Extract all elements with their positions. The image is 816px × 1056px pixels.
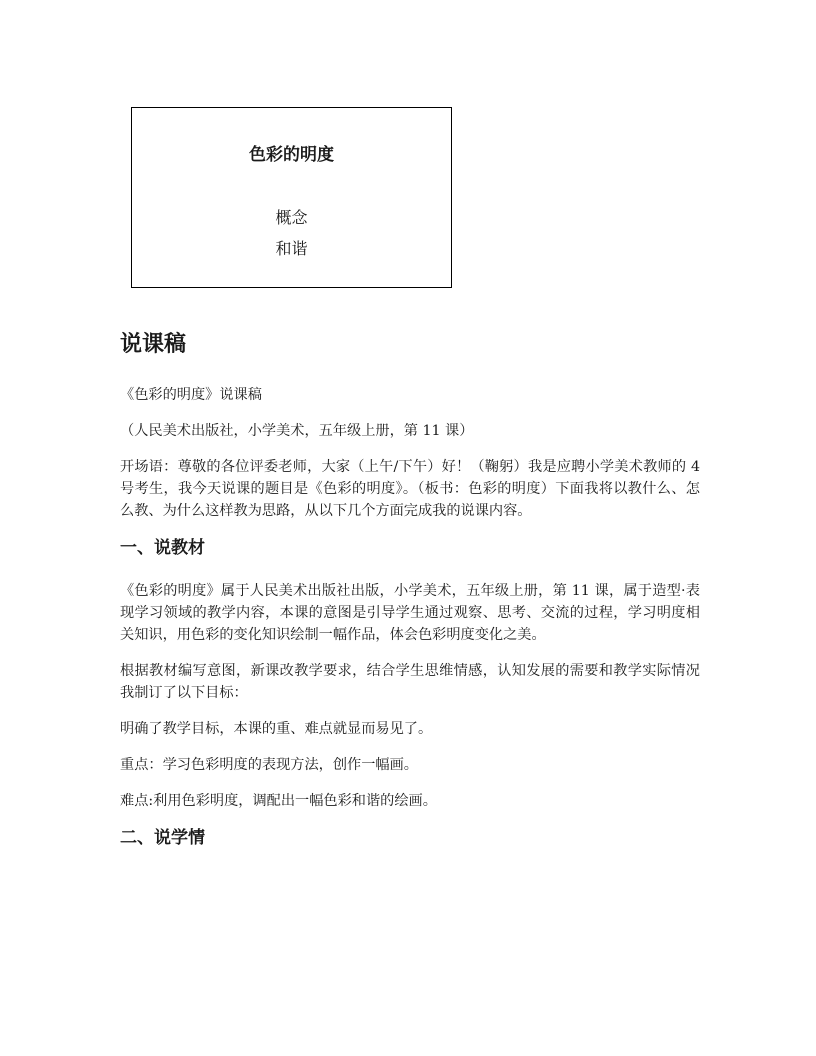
lesson-subtitle: 《色彩的明度》说课稿 [120, 387, 262, 403]
document-body [120, 328, 700, 870]
section-heading-learners: 二、说学情 [120, 828, 205, 848]
board-title: 色彩的明度 [249, 145, 334, 165]
textbook-paragraph-2: 根据教材编写意图，新课改教学要求，结合学生思维情感，认知发展的需要和教学实际情况我制订了以下目标： [120, 663, 700, 701]
textbook-paragraph-1: 《色彩的明度》属于人民美术出版社出版，小学美术，五年级上册，第 11 课，属于造型·表现学习领域的教学内容，本课的意图是引导学生通过观察、思考、交流的过程，学习明度相关知识，用色彩的变化知识绘制一幅作品，体会色彩明度变化之美。 [120, 583, 700, 643]
board-item-concept: 概念 [275, 208, 308, 227]
board-item-harmony: 和谐 [275, 239, 308, 258]
key-point-paragraph: 重点：学习色彩明度的表现方法，创作一幅画。 [120, 757, 418, 773]
publisher-info: （人民美术出版社，小学美术，五年级上册，第 11 课） [120, 423, 474, 439]
document-heading: 说课稿 [120, 332, 187, 357]
section-heading-textbook: 一、说教材 [120, 538, 205, 558]
blackboard-design-box [131, 107, 452, 288]
difficulty-paragraph: 难点:利用色彩明度，调配出一幅色彩和谐的绘画。 [120, 793, 437, 809]
textbook-paragraph-3: 明确了教学目标，本课的重、难点就显而易见了。 [120, 721, 433, 737]
opening-paragraph: 开场语：尊敬的各位评委老师，大家（上午/下午）好！（鞠躬）我是应聘小学美术教师的 4 号考生，我今天说课的题目是《色彩的明度》。（板书：色彩的明度）下面我将以教什么、怎么教、为什么这样教为思路，从以下几个方面完成我的说课内容。 [120, 459, 700, 519]
